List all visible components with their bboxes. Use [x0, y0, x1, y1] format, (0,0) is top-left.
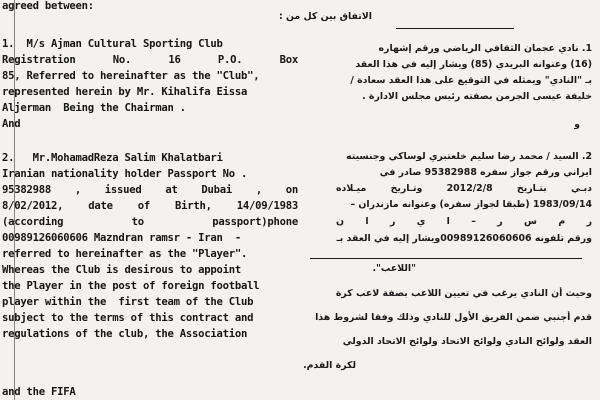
arabic-party-one-line-2: (16) وعنوانه البريدي (85) ويشار إليه في هذا العقد: [355, 59, 592, 70]
whereas-line-1: Whereas the Club is desirous to appoint: [2, 264, 241, 276]
arabic-party-two-line-6: ورقم تلفونه 00989126060606ويشار إليه في العقد بـ: [336, 233, 592, 244]
arabic-party-one-line-3: بـ "النادي" ويمثله في التوقيع على هذا العقد سعادة /: [350, 75, 592, 86]
whereas-line-4: subject to the terms of this contract and: [2, 312, 254, 324]
whereas-line-6: and the FIFA: [2, 386, 76, 398]
arabic-column: [278, 0, 596, 400]
arabic-separator-line: [310, 258, 582, 259]
and-conjunction: And: [2, 118, 21, 130]
party-two-line-5: (according to passport)phone: [2, 216, 298, 228]
party-two-line-4: 8/02/2012, date of Birth, 14/09/1983: [2, 200, 298, 212]
arabic-intro: الاتفاق بين كل من :: [278, 11, 372, 22]
party-two-line-7: referred to hereinafter as the "Player".: [2, 248, 248, 260]
party-two-line-2: Iranian nationality holder Passport No .: [2, 168, 248, 180]
party-one-line-1: 1. M/s Ajman Cultural Sporting Club: [2, 38, 223, 50]
party-one-line-2: Registration No. 16 P.O. Box: [2, 54, 298, 66]
arabic-party-two-line-1: 2. السيد / محمد رضا سليم خلعتبري لوساكي وجنسيته: [346, 151, 592, 162]
whereas-line-3: player within the first team of the Club: [2, 296, 254, 308]
arabic-and: و: [574, 119, 580, 130]
arabic-party-two-line-2: ايراني ورقم جواز سفره 95382988 صادر في: [379, 167, 592, 178]
arabic-party-two-line-4: 1983/09/14 (طبقا لجواز سفره) وعنوانه مازندران –: [350, 199, 592, 210]
party-one-line-5: Aljerman Being the Chairman .: [2, 102, 186, 114]
arabic-whereas-line-2: قدم أجنبي ضمن الفريق الأول للنادي وذلك وفقا لشروط هذا: [315, 312, 592, 323]
english-column: [2, 0, 302, 400]
arabic-party-one-line-1: 1. نادي عجمان الثقافي الرياضي ورقم إشهاره: [378, 43, 592, 54]
whereas-line-5: regulations of the club, the Association: [2, 328, 248, 340]
english-intro: agreed between:: [2, 0, 94, 12]
arabic-party-one-line-4: خليفة عيسى الجرمن بصفته رئيس مجلس الادارة .: [362, 91, 592, 102]
arabic-party-two-line-5: ر م س ر – ا ي ر ا ن: [336, 216, 592, 227]
party-two-line-3: 95382988 , issued at Dubai , on: [2, 184, 298, 196]
arabic-whereas-line-1: وحيث أن النادي يرغب في تعيين اللاعب بصفة لاعب كرة: [335, 288, 592, 299]
arabic-player-label: "اللاعب".: [372, 263, 416, 274]
party-one-line-3: 85, Referred to hereinafter as the "Club",: [2, 70, 260, 82]
arabic-whereas-line-3: العقد ولوائح النادي ولوائح الاتحاد ولوائح الاتحاد الدولي: [342, 336, 592, 347]
whereas-line-2: the Player in the post of foreign football: [2, 280, 260, 292]
arabic-party-two-line-3: دبـي بتـاريخ 2012/2/8 وتـاريخ ميـلاده: [336, 183, 592, 194]
arabic-whereas-line-4: لكرة القدم.: [303, 360, 356, 371]
arabic-intro-underline: [396, 28, 514, 29]
party-one-line-4: represented herein by Mr. Kihalifa Eissa: [2, 86, 248, 98]
party-two-line-6: 00989126060606 Mazndran ramsr - Iran -: [2, 232, 241, 244]
party-two-line-1: 2. Mr.MohamadReza Salim Khalatbari: [2, 152, 223, 164]
